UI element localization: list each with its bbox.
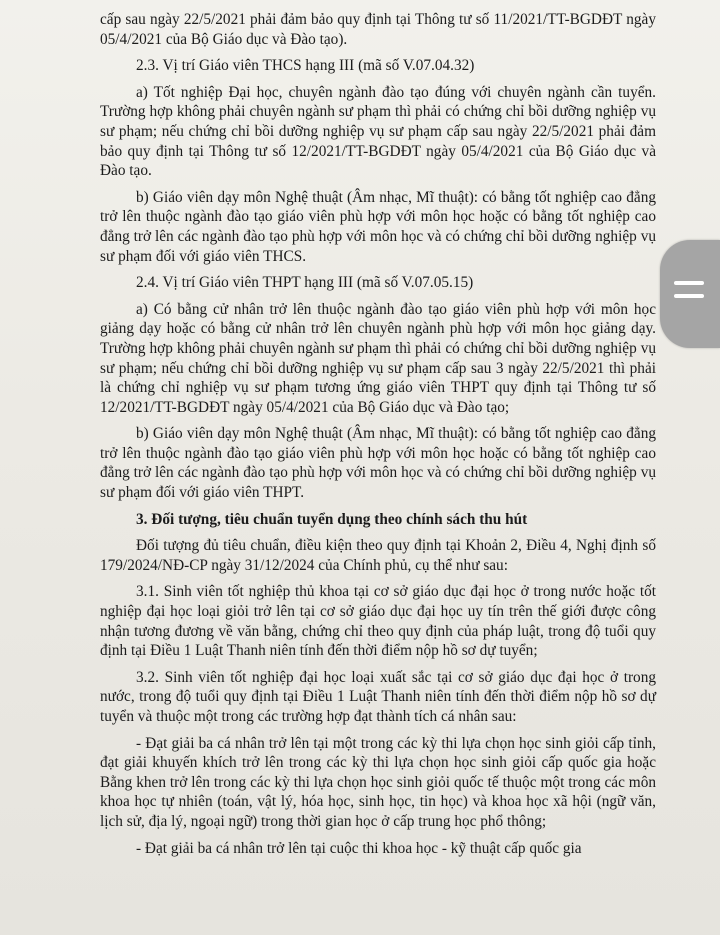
section-3-1: 3.1. Sinh viên tốt nghiệp thủ khoa tại cơ sở giáo dục đại học ở trong nước hoặc tốt nghiệp đại học loại giỏi trở lên tại cơ sở giáo dục đại học uy tín trên thế giới được công nhận tương đương về văn bằng, chứng chỉ theo quy định của pháp luật, trong độ tuổi quy định tại Điều 1 Luật Thanh niên tính đến thời điểm nộp hồ sơ dự tuyển; bbox=[100, 583, 656, 660]
grip-line-icon bbox=[674, 294, 704, 298]
bullet-item-1: - Đạt giải ba cá nhân trở lên tại một trong các kỳ thi lựa chọn học sinh giỏi cấp tỉnh, đạt giải khuyến khích trở lên trong các kỳ thi lựa chọn học sinh giỏi cấp quốc gia hoặc Bằng khen trở lên trong các kỳ thi lựa chọn học sinh giỏi quốc tế thuộc một trong các môn khoa học tự nhiên (toán, vật lý, hóa học, sinh học, tin học) và khoa học xã hội (ngữ văn, lịch sử, địa lý, ngoại ngữ) trong thời gian học ở cấp trung học phổ thông; bbox=[100, 734, 656, 830]
section-2-4-a: a) Có bằng cử nhân trở lên thuộc ngành đào tạo giáo viên phù hợp với môn học giảng dạy hoặc có bằng cử nhân trở lên chuyên ngành phù hợp với môn học giảng dạy. Trường hợp không phải chuyên ngành sư phạm thì phải có chứng chỉ bồi dưỡng nghiệp vụ sư phạm; nếu chứng chỉ bồi dưỡng nghiệp vụ sư phạm cấp sau 3 ngày 22/5/2021 thì phải là chứng chỉ nghiệp vụ sư phạm tương ứng giáo viên THPT quy định tại Thông tư số 12/2021/TT-BGDĐT ngày 05/4/2021 của Bộ Giáo dục và Đào tạo; bbox=[100, 300, 656, 416]
section-2-3-b: b) Giáo viên dạy môn Nghệ thuật (Âm nhạc, Mĩ thuật): có bằng tốt nghiệp cao đẳng trở lên thuộc ngành đào tạo giáo viên phù hợp với môn học hoặc có bằng tốt nghiệp cao đẳng trở lên các ngành đào tạo phù hợp với môn học và có chứng chỉ bồi dưỡng nghiệp vụ sư phạm đối với giáo viên THCS. bbox=[100, 188, 656, 265]
document-body bbox=[100, 10, 656, 858]
bullet-item-2: - Đạt giải ba cá nhân trở lên tại cuộc thi khoa học - kỹ thuật cấp quốc gia bbox=[136, 839, 582, 857]
scroll-handle[interactable] bbox=[660, 240, 720, 348]
section-2-4-b: b) Giáo viên dạy môn Nghệ thuật (Âm nhạc, Mĩ thuật): có bằng tốt nghiệp cao đẳng trở lên thuộc ngành đào tạo giáo viên phù hợp với môn học hoặc có bằng tốt nghiệp cao đẳng trở lên các ngành đào tạo phù hợp với môn học và có chứng chỉ bồi dưỡng nghiệp vụ sư phạm đối với giáo viên THPT. bbox=[100, 425, 656, 502]
section-2-4-title: 2.4. Vị trí Giáo viên THPT hạng III (mã số V.07.05.15) bbox=[136, 274, 474, 292]
section-3-heading: 3. Đối tượng, tiêu chuẩn tuyển dụng theo chính sách thu hút bbox=[136, 510, 528, 528]
grip-line-icon bbox=[674, 281, 704, 285]
section-2-3-title: 2.3. Vị trí Giáo viên THCS hạng III (mã số V.07.04.32) bbox=[136, 57, 475, 75]
section-3-intro: Đối tượng đủ tiêu chuẩn, điều kiện theo quy định tại Khoản 2, Điều 4, Nghị định số 179/2024/NĐ-CP ngày 31/12/2024 của Chính phủ, cụ thể như sau: bbox=[100, 537, 656, 574]
section-3-2: 3.2. Sinh viên tốt nghiệp đại học loại xuất sắc tại cơ sở giáo dục đại học ở trong nước, trong độ tuổi quy định tại Điều 1 Luật Thanh niên tính đến thời điểm nộp hồ sơ dự tuyển và thuộc một trong các trường hợp đạt thành tích cá nhân sau: bbox=[100, 668, 656, 725]
paragraph-continuation: cấp sau ngày 22/5/2021 phải đảm bảo quy định tại Thông tư số 11/2021/TT-BGDĐT ngày 05/4/2021 của Bộ Giáo dục và Đào tạo). bbox=[100, 11, 656, 48]
section-2-3-a: a) Tốt nghiệp Đại học, chuyên ngành đào tạo đúng với chuyên ngành cần tuyển. Trường hợp không phải chuyên ngành sư phạm thì phải có chứng chỉ bồi dưỡng nghiệp vụ sư phạm; nếu chứng chỉ bồi dưỡng nghiệp vụ sư phạm cấp sau ngày 22/5/2021 phải đảm bảo quy định tại Thông tư số 12/2021/TT-BGDĐT ngày 05/4/2021 của Bộ Giáo dục và Đào tạo. bbox=[100, 83, 656, 180]
